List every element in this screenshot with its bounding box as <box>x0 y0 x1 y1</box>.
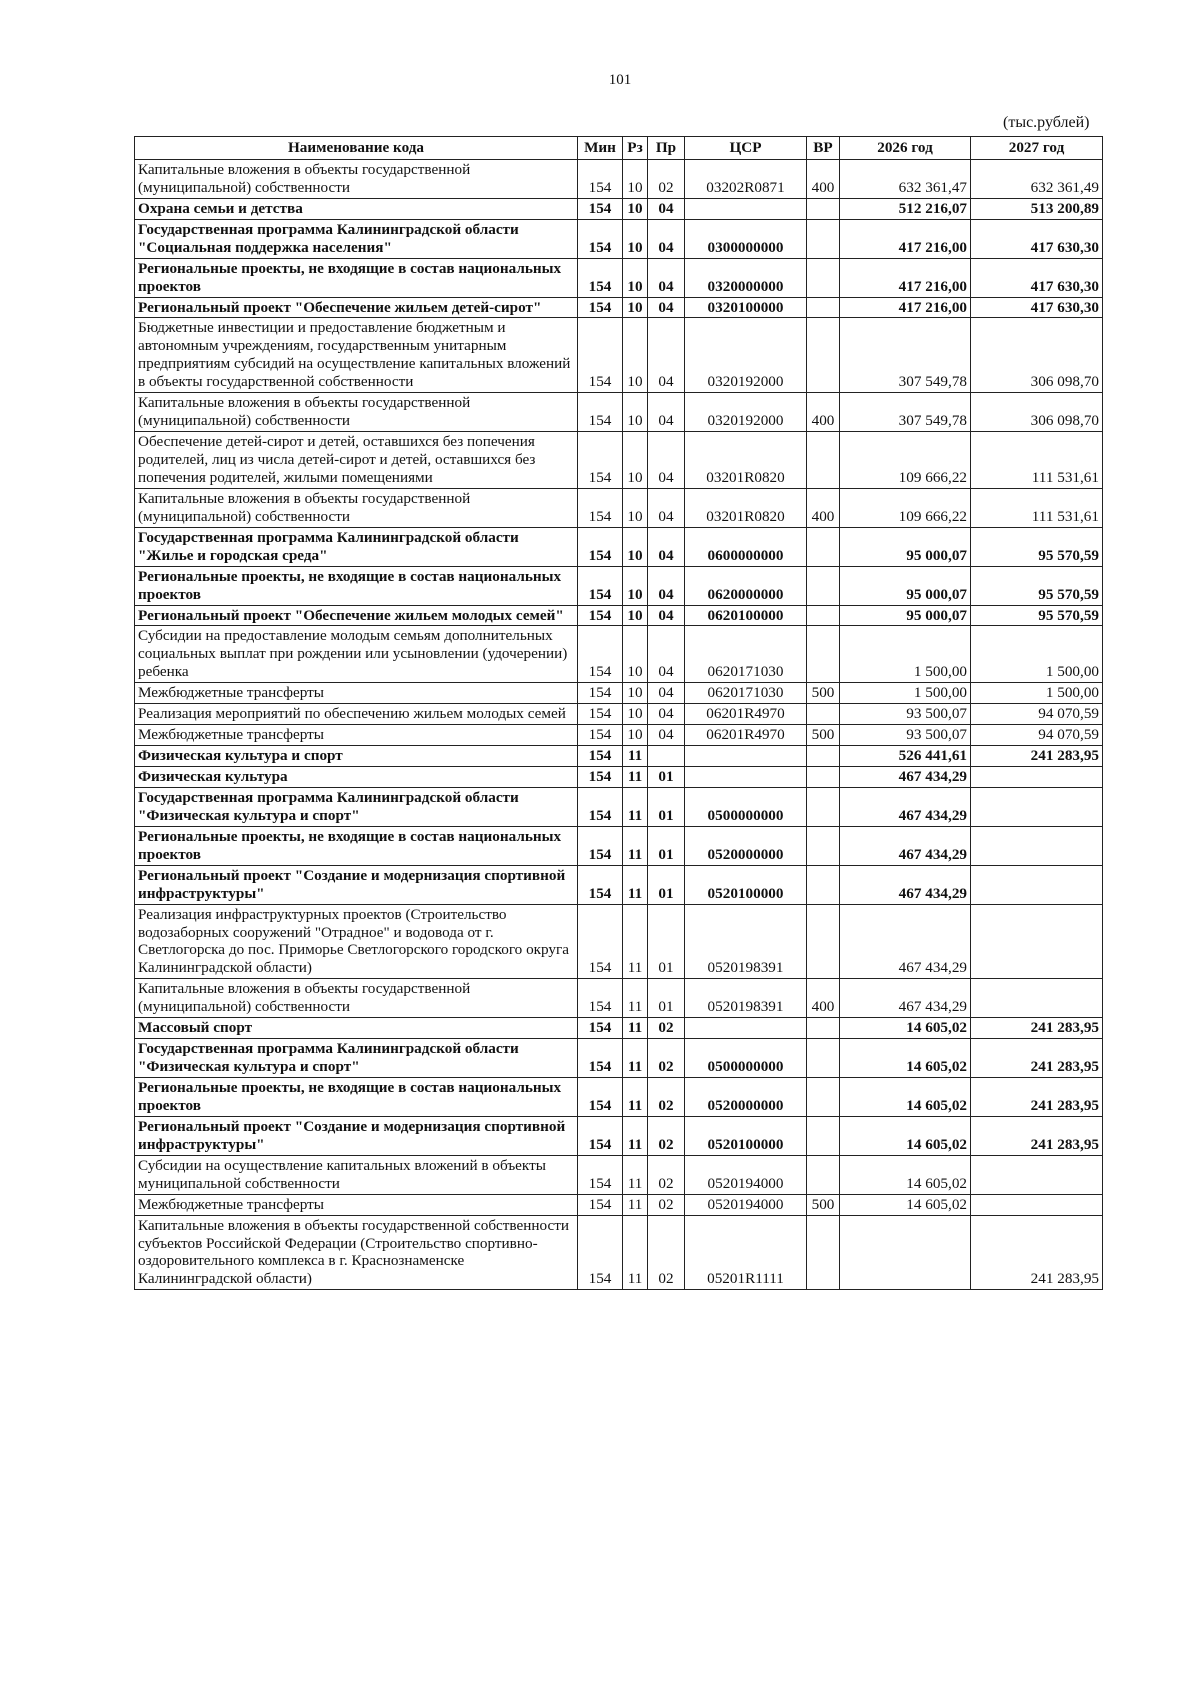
cell-pr: 04 <box>648 683 685 704</box>
cell-2027 <box>971 979 1103 1018</box>
cell-name: Государственная программа Калининградской области "Жилье и городская среда" <box>135 527 578 566</box>
cell-2027: 417 630,30 <box>971 219 1103 258</box>
cell-min: 154 <box>578 1078 623 1117</box>
header-name: Наименование кода <box>135 137 578 160</box>
table-row <box>135 704 1103 725</box>
cell-2027: 241 283,95 <box>971 746 1103 767</box>
cell-2027: 306 098,70 <box>971 318 1103 393</box>
table-row <box>135 159 1103 198</box>
table-row <box>135 626 1103 683</box>
cell-csr: 0300000000 <box>685 219 807 258</box>
cell-vr <box>807 318 840 393</box>
cell-min: 154 <box>578 787 623 826</box>
cell-rz: 11 <box>623 767 648 788</box>
cell-pr: 04 <box>648 297 685 318</box>
cell-csr: 0620171030 <box>685 626 807 683</box>
cell-vr <box>807 787 840 826</box>
cell-2026: 14 605,02 <box>840 1194 971 1215</box>
table-row <box>135 393 1103 432</box>
cell-2027: 111 531,61 <box>971 488 1103 527</box>
cell-vr: 400 <box>807 159 840 198</box>
cell-pr: 02 <box>648 1116 685 1155</box>
cell-pr: 01 <box>648 787 685 826</box>
cell-rz: 10 <box>623 393 648 432</box>
units-label: (тыс.рублей) <box>1003 114 1090 131</box>
cell-2026: 307 549,78 <box>840 318 971 393</box>
table-row <box>135 198 1103 219</box>
cell-pr: 04 <box>648 318 685 393</box>
cell-rz: 10 <box>623 488 648 527</box>
table-row <box>135 432 1103 489</box>
cell-2027 <box>971 1194 1103 1215</box>
table-row <box>135 979 1103 1018</box>
cell-2027: 94 070,59 <box>971 704 1103 725</box>
cell-min: 154 <box>578 626 623 683</box>
cell-vr <box>807 746 840 767</box>
cell-2027: 417 630,30 <box>971 258 1103 297</box>
header-min: Мин <box>578 137 623 160</box>
cell-rz: 10 <box>623 258 648 297</box>
cell-2027: 1 500,00 <box>971 626 1103 683</box>
cell-csr <box>685 1018 807 1039</box>
table-row <box>135 566 1103 605</box>
cell-rz: 11 <box>623 865 648 904</box>
cell-min: 154 <box>578 566 623 605</box>
cell-2026: 93 500,07 <box>840 725 971 746</box>
budget-table <box>134 136 1103 1290</box>
cell-min: 154 <box>578 704 623 725</box>
cell-2027: 241 283,95 <box>971 1215 1103 1290</box>
cell-csr: 0520194000 <box>685 1155 807 1194</box>
cell-min: 154 <box>578 746 623 767</box>
cell-2026: 467 434,29 <box>840 865 971 904</box>
cell-rz: 10 <box>623 605 648 626</box>
cell-name: Реализация инфраструктурных проектов (Строительство водозаборных сооружений "Отрадное" и водовода от г. Светлогорска до пос. Приморье Светлогорского городского округа Калининградской области) <box>135 904 578 979</box>
cell-2027: 111 531,61 <box>971 432 1103 489</box>
cell-csr: 0520100000 <box>685 865 807 904</box>
cell-vr <box>807 1215 840 1290</box>
cell-pr: 02 <box>648 1039 685 1078</box>
cell-csr: 0620171030 <box>685 683 807 704</box>
cell-vr: 400 <box>807 393 840 432</box>
cell-csr: 06201R4970 <box>685 725 807 746</box>
cell-pr: 02 <box>648 1194 685 1215</box>
cell-2026: 467 434,29 <box>840 904 971 979</box>
cell-2026 <box>840 1215 971 1290</box>
table-row <box>135 1078 1103 1117</box>
cell-name: Государственная программа Калининградской области "Физическая культура и спорт" <box>135 1039 578 1078</box>
cell-2026: 95 000,07 <box>840 527 971 566</box>
cell-2027: 632 361,49 <box>971 159 1103 198</box>
cell-rz: 10 <box>623 198 648 219</box>
cell-csr: 0500000000 <box>685 1039 807 1078</box>
cell-name: Региональные проекты, не входящие в состав национальных проектов <box>135 258 578 297</box>
cell-2026: 526 441,61 <box>840 746 971 767</box>
cell-name: Государственная программа Калининградской области "Социальная поддержка населения" <box>135 219 578 258</box>
cell-2026: 109 666,22 <box>840 488 971 527</box>
cell-min: 154 <box>578 198 623 219</box>
cell-pr: 02 <box>648 1155 685 1194</box>
cell-pr: 01 <box>648 767 685 788</box>
cell-vr <box>807 219 840 258</box>
cell-min: 154 <box>578 393 623 432</box>
cell-vr <box>807 566 840 605</box>
cell-csr: 0520000000 <box>685 1078 807 1117</box>
cell-min: 154 <box>578 159 623 198</box>
cell-csr: 03202R0871 <box>685 159 807 198</box>
cell-min: 154 <box>578 767 623 788</box>
cell-2026: 512 216,07 <box>840 198 971 219</box>
cell-rz: 10 <box>623 704 648 725</box>
header-2027: 2027 год <box>971 137 1103 160</box>
table-row <box>135 787 1103 826</box>
table-row <box>135 1194 1103 1215</box>
table-row <box>135 1018 1103 1039</box>
cell-csr: 0320192000 <box>685 393 807 432</box>
table-row <box>135 1215 1103 1290</box>
cell-2027 <box>971 1155 1103 1194</box>
cell-rz: 10 <box>623 683 648 704</box>
cell-2026: 14 605,02 <box>840 1078 971 1117</box>
cell-2026: 14 605,02 <box>840 1039 971 1078</box>
cell-2027 <box>971 865 1103 904</box>
cell-csr: 0520198391 <box>685 979 807 1018</box>
table-row <box>135 767 1103 788</box>
cell-min: 154 <box>578 527 623 566</box>
cell-2026: 95 000,07 <box>840 605 971 626</box>
cell-pr: 02 <box>648 1215 685 1290</box>
cell-2027: 241 283,95 <box>971 1116 1103 1155</box>
cell-name: Капитальные вложения в объекты государственной (муниципальной) собственности <box>135 979 578 1018</box>
cell-min: 154 <box>578 1116 623 1155</box>
cell-pr: 04 <box>648 198 685 219</box>
cell-2027: 241 283,95 <box>971 1018 1103 1039</box>
cell-2027: 241 283,95 <box>971 1078 1103 1117</box>
cell-2026: 467 434,29 <box>840 787 971 826</box>
cell-pr: 04 <box>648 432 685 489</box>
cell-2027: 94 070,59 <box>971 725 1103 746</box>
cell-rz: 11 <box>623 826 648 865</box>
cell-2026: 417 216,00 <box>840 258 971 297</box>
table-row <box>135 297 1103 318</box>
cell-2027 <box>971 767 1103 788</box>
cell-pr: 04 <box>648 527 685 566</box>
cell-csr: 0520100000 <box>685 1116 807 1155</box>
cell-2026: 417 216,00 <box>840 219 971 258</box>
cell-rz: 11 <box>623 1215 648 1290</box>
cell-rz: 11 <box>623 1078 648 1117</box>
table-row <box>135 725 1103 746</box>
cell-2027: 241 283,95 <box>971 1039 1103 1078</box>
table-body <box>135 159 1103 1289</box>
cell-csr: 0320000000 <box>685 258 807 297</box>
cell-min: 154 <box>578 488 623 527</box>
cell-min: 154 <box>578 1215 623 1290</box>
table-row <box>135 683 1103 704</box>
cell-vr <box>807 432 840 489</box>
cell-pr: 04 <box>648 626 685 683</box>
cell-csr: 0320100000 <box>685 297 807 318</box>
cell-rz: 11 <box>623 979 648 1018</box>
cell-min: 154 <box>578 432 623 489</box>
cell-2026: 109 666,22 <box>840 432 971 489</box>
cell-rz: 11 <box>623 787 648 826</box>
cell-pr: 04 <box>648 704 685 725</box>
cell-name: Государственная программа Калининградской области "Физическая культура и спорт" <box>135 787 578 826</box>
header-pr: Пр <box>648 137 685 160</box>
cell-csr <box>685 767 807 788</box>
cell-vr <box>807 297 840 318</box>
cell-vr <box>807 198 840 219</box>
cell-csr: 0620100000 <box>685 605 807 626</box>
cell-vr <box>807 1039 840 1078</box>
cell-vr: 500 <box>807 725 840 746</box>
cell-2026: 467 434,29 <box>840 979 971 1018</box>
table-row <box>135 1116 1103 1155</box>
cell-vr <box>807 1155 840 1194</box>
cell-2026: 14 605,02 <box>840 1116 971 1155</box>
cell-min: 154 <box>578 1194 623 1215</box>
cell-2026: 1 500,00 <box>840 626 971 683</box>
cell-vr <box>807 704 840 725</box>
cell-name: Региональный проект "Создание и модернизация спортивной инфраструктуры" <box>135 1116 578 1155</box>
cell-rz: 11 <box>623 1116 648 1155</box>
cell-name: Бюджетные инвестиции и предоставление бюджетным и автономным учреждениям, государственным унитарным предприятиям субсидий на осуществление капитальных вложений в объекты государственной собственности <box>135 318 578 393</box>
cell-2027: 513 200,89 <box>971 198 1103 219</box>
cell-name: Обеспечение детей-сирот и детей, оставшихся без попечения родителей, лиц из числа детей-сирот и детей, оставшихся без попечения родителей, жилыми помещениями <box>135 432 578 489</box>
cell-rz: 11 <box>623 1155 648 1194</box>
cell-2027: 95 570,59 <box>971 527 1103 566</box>
table-row <box>135 904 1103 979</box>
cell-vr <box>807 258 840 297</box>
cell-name: Региональные проекты, не входящие в состав национальных проектов <box>135 1078 578 1117</box>
table-row <box>135 318 1103 393</box>
cell-pr: 02 <box>648 159 685 198</box>
cell-rz: 11 <box>623 1039 648 1078</box>
cell-2026: 95 000,07 <box>840 566 971 605</box>
cell-name: Межбюджетные трансферты <box>135 725 578 746</box>
cell-rz: 10 <box>623 318 648 393</box>
cell-rz: 10 <box>623 432 648 489</box>
cell-2027 <box>971 904 1103 979</box>
cell-pr: 04 <box>648 605 685 626</box>
cell-2026: 1 500,00 <box>840 683 971 704</box>
cell-pr: 02 <box>648 1078 685 1117</box>
page-number: 101 <box>608 72 632 88</box>
cell-pr: 04 <box>648 725 685 746</box>
cell-name: Межбюджетные трансферты <box>135 1194 578 1215</box>
cell-pr: 04 <box>648 566 685 605</box>
table-row <box>135 826 1103 865</box>
cell-pr <box>648 746 685 767</box>
cell-name: Физическая культура и спорт <box>135 746 578 767</box>
cell-2026: 14 605,02 <box>840 1155 971 1194</box>
header-vr: ВР <box>807 137 840 160</box>
cell-min: 154 <box>578 904 623 979</box>
cell-name: Региональный проект "Создание и модернизация спортивной инфраструктуры" <box>135 865 578 904</box>
table-row <box>135 1039 1103 1078</box>
cell-2026: 467 434,29 <box>840 767 971 788</box>
cell-2026: 14 605,02 <box>840 1018 971 1039</box>
header-rz: Рз <box>623 137 648 160</box>
cell-name: Межбюджетные трансферты <box>135 683 578 704</box>
cell-rz: 11 <box>623 1018 648 1039</box>
cell-rz: 10 <box>623 566 648 605</box>
cell-name: Реализация мероприятий по обеспечению жильем молодых семей <box>135 704 578 725</box>
cell-pr: 02 <box>648 1018 685 1039</box>
cell-2027: 95 570,59 <box>971 566 1103 605</box>
cell-rz: 10 <box>623 527 648 566</box>
cell-min: 154 <box>578 979 623 1018</box>
cell-rz: 10 <box>623 725 648 746</box>
cell-name: Региональные проекты, не входящие в состав национальных проектов <box>135 826 578 865</box>
cell-name: Массовый спорт <box>135 1018 578 1039</box>
cell-name: Региональные проекты, не входящие в состав национальных проектов <box>135 566 578 605</box>
cell-min: 154 <box>578 605 623 626</box>
cell-pr: 01 <box>648 904 685 979</box>
cell-name: Капитальные вложения в объекты государственной (муниципальной) собственности <box>135 488 578 527</box>
cell-rz: 10 <box>623 219 648 258</box>
cell-min: 154 <box>578 1039 623 1078</box>
cell-vr <box>807 1078 840 1117</box>
cell-pr: 01 <box>648 865 685 904</box>
cell-csr: 0600000000 <box>685 527 807 566</box>
cell-csr <box>685 198 807 219</box>
cell-vr <box>807 626 840 683</box>
cell-name: Капитальные вложения в объекты государственной (муниципальной) собственности <box>135 159 578 198</box>
cell-csr: 05201R1111 <box>685 1215 807 1290</box>
table-header-row <box>135 137 1103 160</box>
cell-rz: 10 <box>623 297 648 318</box>
cell-2026: 467 434,29 <box>840 826 971 865</box>
table-row <box>135 865 1103 904</box>
table-row <box>135 527 1103 566</box>
cell-rz: 11 <box>623 746 648 767</box>
cell-csr: 0320192000 <box>685 318 807 393</box>
cell-csr: 0500000000 <box>685 787 807 826</box>
cell-csr: 0520194000 <box>685 1194 807 1215</box>
cell-vr <box>807 1116 840 1155</box>
cell-rz: 10 <box>623 626 648 683</box>
cell-vr <box>807 826 840 865</box>
cell-2027 <box>971 826 1103 865</box>
cell-2026: 307 549,78 <box>840 393 971 432</box>
table-row <box>135 258 1103 297</box>
table-row <box>135 488 1103 527</box>
cell-name: Охрана семьи и детства <box>135 198 578 219</box>
table-row <box>135 1155 1103 1194</box>
cell-name: Физическая культура <box>135 767 578 788</box>
cell-csr: 03201R0820 <box>685 432 807 489</box>
cell-rz: 11 <box>623 1194 648 1215</box>
cell-vr <box>807 865 840 904</box>
cell-2027: 306 098,70 <box>971 393 1103 432</box>
cell-name: Региональный проект "Обеспечение жильем детей-сирот" <box>135 297 578 318</box>
cell-2026: 93 500,07 <box>840 704 971 725</box>
cell-vr <box>807 767 840 788</box>
cell-min: 154 <box>578 1018 623 1039</box>
cell-min: 154 <box>578 318 623 393</box>
cell-vr <box>807 1018 840 1039</box>
cell-rz: 11 <box>623 904 648 979</box>
cell-csr <box>685 746 807 767</box>
cell-vr: 500 <box>807 683 840 704</box>
cell-min: 154 <box>578 258 623 297</box>
cell-min: 154 <box>578 826 623 865</box>
cell-2027: 95 570,59 <box>971 605 1103 626</box>
cell-name: Капитальные вложения в объекты государственной (муниципальной) собственности <box>135 393 578 432</box>
cell-pr: 04 <box>648 488 685 527</box>
table-row <box>135 219 1103 258</box>
cell-pr: 04 <box>648 393 685 432</box>
cell-name: Субсидии на предоставление молодым семьям дополнительных социальных выплат при рождении или усыновлении (удочерении) ребенка <box>135 626 578 683</box>
cell-vr: 500 <box>807 1194 840 1215</box>
cell-2027: 1 500,00 <box>971 683 1103 704</box>
cell-csr: 0520198391 <box>685 904 807 979</box>
cell-min: 154 <box>578 865 623 904</box>
cell-min: 154 <box>578 725 623 746</box>
cell-vr <box>807 605 840 626</box>
cell-name: Субсидии на осуществление капитальных вложений в объекты муниципальной собственности <box>135 1155 578 1194</box>
cell-min: 154 <box>578 683 623 704</box>
cell-2027: 417 630,30 <box>971 297 1103 318</box>
cell-csr: 0620000000 <box>685 566 807 605</box>
cell-pr: 04 <box>648 219 685 258</box>
table-row <box>135 605 1103 626</box>
cell-min: 154 <box>578 1155 623 1194</box>
cell-min: 154 <box>578 297 623 318</box>
cell-rz: 10 <box>623 159 648 198</box>
cell-name: Региональный проект "Обеспечение жильем молодых семей" <box>135 605 578 626</box>
cell-vr: 400 <box>807 979 840 1018</box>
table-row <box>135 746 1103 767</box>
cell-name: Капитальные вложения в объекты государственной собственности субъектов Российской Федерации (Строительство спортивно-оздоровительного комплекса в г. Краснознаменске Калининградской области) <box>135 1215 578 1290</box>
cell-csr: 0520000000 <box>685 826 807 865</box>
cell-vr <box>807 904 840 979</box>
cell-2027 <box>971 787 1103 826</box>
cell-vr <box>807 527 840 566</box>
cell-csr: 06201R4970 <box>685 704 807 725</box>
cell-pr: 01 <box>648 979 685 1018</box>
cell-vr: 400 <box>807 488 840 527</box>
cell-pr: 01 <box>648 826 685 865</box>
cell-csr: 03201R0820 <box>685 488 807 527</box>
cell-2026: 632 361,47 <box>840 159 971 198</box>
cell-pr: 04 <box>648 258 685 297</box>
header-csr: ЦСР <box>685 137 807 160</box>
cell-2026: 417 216,00 <box>840 297 971 318</box>
header-2026: 2026 год <box>840 137 971 160</box>
cell-min: 154 <box>578 219 623 258</box>
